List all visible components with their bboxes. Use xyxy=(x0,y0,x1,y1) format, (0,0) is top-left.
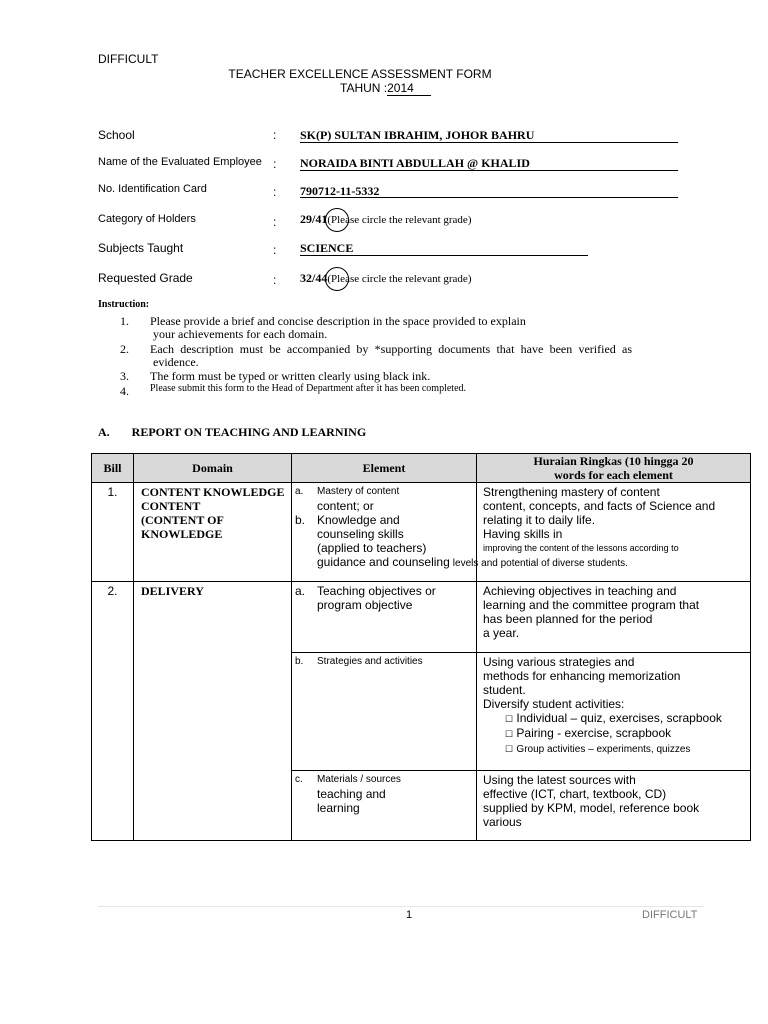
grade-circle xyxy=(325,267,349,291)
school-underline xyxy=(300,142,678,143)
element-header: Element xyxy=(292,454,477,483)
description-line: various xyxy=(483,815,522,829)
page-number: 1 xyxy=(406,909,413,921)
list-item xyxy=(483,741,748,757)
description-line: student. xyxy=(483,683,526,697)
instruction-line: Please submit this form to the Head of Department after it has been completed. xyxy=(150,383,467,394)
description-cell xyxy=(477,653,751,771)
element-text: guidance and counseling xyxy=(317,555,450,569)
colon: : xyxy=(273,215,277,229)
description-line: Having skills in xyxy=(483,527,563,541)
element-letter: a. xyxy=(295,486,304,497)
category-note: (Please circle the relevant grade) xyxy=(327,214,472,226)
ic-label: No. Identification Card xyxy=(98,183,207,195)
description-line: improving the content of the lessons according to xyxy=(483,543,679,553)
assessment-table xyxy=(91,453,751,841)
element-cell xyxy=(292,582,477,653)
description-line: learning and the committee program that xyxy=(483,598,700,612)
section-letter: A. xyxy=(98,425,110,439)
domain-line: CONTENT KNOWLEDGE xyxy=(141,485,285,499)
description-line: relating it to daily life. xyxy=(483,513,596,527)
employee-underline xyxy=(300,170,678,171)
list-item xyxy=(483,726,748,741)
instruction-number: 1. xyxy=(120,314,129,328)
domain-cell xyxy=(134,483,292,582)
description-line: supplied by KPM, model, reference book xyxy=(483,801,700,815)
description-header xyxy=(477,454,751,483)
element-text: Materials / sources xyxy=(317,774,401,785)
table-header-row xyxy=(92,454,751,483)
domain-header: Domain xyxy=(134,454,292,483)
list-item xyxy=(483,711,748,726)
element-text-small: levels and potential of diverse students. xyxy=(452,558,628,569)
section-a-heading xyxy=(98,425,366,440)
element-text: learning xyxy=(317,801,360,815)
element-item xyxy=(295,485,472,499)
element-text: program objective xyxy=(317,598,413,612)
bullet-text: Individual – quiz, exercises, scrapbook xyxy=(516,711,722,725)
bill-header: Bill xyxy=(92,454,134,483)
description-header-line: Huraian Ringkas (10 hingga 20 xyxy=(533,454,694,468)
domain-line: (CONTENT OF xyxy=(141,513,224,527)
element-cell xyxy=(292,771,477,841)
instruction-number: 2. xyxy=(120,342,129,356)
element-letter: a. xyxy=(295,584,306,598)
element-text xyxy=(295,555,628,571)
subjects-value: SCIENCE xyxy=(300,241,354,255)
element-text: (applied to teachers) xyxy=(317,541,427,555)
element-text: Strategies and activities xyxy=(317,656,423,667)
description-line: Diversify student activities: xyxy=(483,697,625,711)
element-item xyxy=(295,584,472,598)
category-value: 29/41 xyxy=(300,212,328,226)
checkbox-icon: ☐ xyxy=(505,729,514,739)
section-title: REPORT ON TEACHING AND LEARNING xyxy=(131,425,367,439)
subjects-label: Subjects Taught xyxy=(98,241,184,255)
year-line xyxy=(340,81,431,96)
requested-label: Requested Grade xyxy=(98,271,193,285)
colon: : xyxy=(273,185,277,199)
instruction-line: The form must be typed or written clearly using black ink. xyxy=(150,369,431,383)
element-item xyxy=(295,655,472,669)
description-line: Using various strategies and xyxy=(483,655,635,669)
table-row xyxy=(92,582,751,653)
form-title: TEACHER EXCELLENCE ASSESSMENT FORM xyxy=(228,67,492,81)
domain-line: KNOWLEDGE xyxy=(141,527,223,541)
description-line: Achieving objectives in teaching and xyxy=(483,584,677,598)
colon: : xyxy=(273,243,277,257)
school-label: School xyxy=(98,128,135,142)
instruction-line: Please provide a brief and concise description in the space provided to explain xyxy=(150,314,526,328)
instruction-line: your achievements for each domain. xyxy=(153,327,328,341)
description-line: methods for enhancing memorization xyxy=(483,669,681,683)
ic-value: 790712-11-5332 xyxy=(300,184,380,198)
employee-label: Name of the Evaluated Employee xyxy=(98,156,262,168)
element-text: Teaching objectives or xyxy=(317,584,436,598)
description-cell xyxy=(477,771,751,841)
employee-value: NORAIDA BINTI ABDULLAH @ KHALID xyxy=(300,156,530,170)
footer-tag: DIFFICULT xyxy=(642,909,698,921)
school-value: SK(P) SULTAN IBRAHIM, JOHOR BAHRU xyxy=(300,128,535,142)
description-line: a year. xyxy=(483,626,520,640)
domain-cell: DELIVERY xyxy=(134,582,292,841)
description-cell xyxy=(477,582,751,653)
instructions-title: Instruction: xyxy=(98,299,150,310)
instruction-number: 4. xyxy=(120,384,129,398)
category-label: Category of Holders xyxy=(98,213,196,225)
ic-underline xyxy=(300,197,678,198)
element-letter: b. xyxy=(295,656,304,667)
description-line: has been planned for the period xyxy=(483,612,653,626)
element-letter: b. xyxy=(295,513,306,527)
element-text: Knowledge and xyxy=(317,513,400,527)
requested-note: (Please circle the relevant grade) xyxy=(327,273,472,285)
header-tag: DIFFICULT xyxy=(98,52,159,66)
description-header-line: words for each element xyxy=(554,468,673,482)
description-line: effective (ICT, chart, textbook, CD) xyxy=(483,787,667,801)
element-letter: c. xyxy=(295,774,303,785)
instruction-line: Each description must be accompanied by *supporting documents that have been verified as xyxy=(150,342,632,356)
colon: : xyxy=(273,273,277,287)
element-item xyxy=(295,513,472,527)
bill-cell: 2. xyxy=(92,582,134,841)
requested-value: 32/44 xyxy=(300,271,328,285)
element-text: teaching and xyxy=(317,787,386,801)
description-line: Strengthening mastery of content xyxy=(483,485,660,499)
bullet-text: Pairing - exercise, scrapbook xyxy=(516,726,672,740)
checkbox-icon: ☐ xyxy=(505,744,514,754)
element-text: Mastery of content xyxy=(317,486,400,497)
year-value: 2014 xyxy=(387,81,431,96)
element-text: content; or xyxy=(317,499,374,513)
grade-circle xyxy=(325,208,349,232)
colon: : xyxy=(273,128,277,142)
description-line: Using the latest sources with xyxy=(483,773,636,787)
bill-cell: 1. xyxy=(92,483,134,582)
year-label: TAHUN : xyxy=(340,81,388,95)
footer-divider xyxy=(98,906,704,907)
colon: : xyxy=(273,157,277,171)
table-row xyxy=(92,483,751,582)
element-item xyxy=(295,773,472,787)
bullet-text: Group activities – experiments, quizzes xyxy=(516,744,691,755)
element-text: counseling skills xyxy=(317,527,404,541)
instruction-line: evidence. xyxy=(153,355,199,369)
domain-line: CONTENT xyxy=(141,499,201,513)
element-cell xyxy=(292,653,477,771)
checkbox-icon: ☐ xyxy=(505,714,514,724)
description-line: content, concepts, and facts of Science and xyxy=(483,499,716,513)
subjects-underline xyxy=(300,255,588,256)
instruction-number: 3. xyxy=(120,369,129,383)
